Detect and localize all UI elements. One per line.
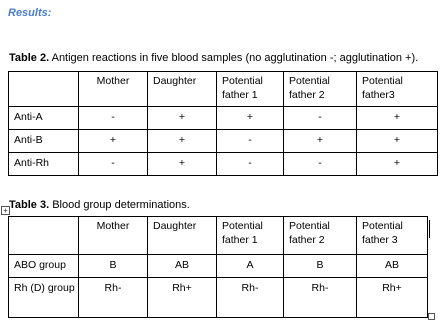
- row-label: Anti-A: [9, 107, 79, 130]
- table-cell: B: [79, 255, 148, 278]
- table2-caption-label: Table 2.: [9, 52, 50, 64]
- table-cell: -: [284, 107, 357, 130]
- row-label: Anti-Rh: [9, 153, 79, 176]
- header-cell: [9, 217, 79, 255]
- table-cell: +: [357, 107, 438, 130]
- table2-caption-text: Antigen reactions in five blood samples (no agglutination -; agglutination +).: [49, 52, 419, 64]
- table3-caption: [9, 199, 190, 212]
- table3-caption-text: Blood group determinations.: [49, 199, 190, 211]
- results-heading: Results:: [8, 7, 52, 19]
- header-cell: Potential father3: [357, 72, 438, 107]
- antigen-reactions-table: [8, 71, 438, 176]
- table3-caption-label: Table 3.: [9, 199, 50, 211]
- header-cell: Potential father 1: [217, 217, 284, 255]
- cell-end-marker: [429, 220, 430, 238]
- table-cell: +: [148, 153, 217, 176]
- header-cell: [9, 72, 79, 107]
- table-cell: +: [79, 130, 148, 153]
- table2-caption: [9, 52, 418, 65]
- table-cell: B: [284, 255, 357, 278]
- row-label: ABO group: [9, 255, 79, 278]
- table-cell: +: [148, 107, 217, 130]
- header-cell: Mother: [79, 72, 148, 107]
- table-cell: Rh-: [79, 278, 148, 318]
- table-move-handle-icon[interactable]: +: [1, 206, 10, 215]
- table-cell: -: [217, 130, 284, 153]
- table-header-row: [9, 217, 428, 255]
- table-cell: Rh+: [148, 278, 217, 318]
- table-cell: AB: [357, 255, 428, 278]
- table-cell: +: [357, 153, 438, 176]
- table-cell: +: [148, 130, 217, 153]
- table-row: [9, 278, 428, 318]
- header-cell: Potential father 3: [357, 217, 428, 255]
- header-cell: Potential father 1: [217, 72, 284, 107]
- table-cell: -: [79, 153, 148, 176]
- table-header-row: [9, 72, 438, 107]
- table-cell: AB: [148, 255, 217, 278]
- table-cell: -: [217, 153, 284, 176]
- table-cell: Rh-: [217, 278, 284, 318]
- header-cell: Mother: [79, 217, 148, 255]
- header-cell: Daughter: [148, 217, 217, 255]
- row-label: Anti-B: [9, 130, 79, 153]
- table-cell: +: [217, 107, 284, 130]
- table-cell: Rh+: [357, 278, 428, 318]
- table-cell: Rh-: [284, 278, 357, 318]
- blood-group-table: [8, 216, 428, 318]
- table-cell: -: [79, 107, 148, 130]
- header-cell: Potential father 2: [284, 217, 357, 255]
- header-cell: Potential father 2: [284, 72, 357, 107]
- table-cell: +: [284, 130, 357, 153]
- table-cell: +: [357, 130, 438, 153]
- table-row: [9, 153, 438, 176]
- table-cell: -: [284, 153, 357, 176]
- table-cell: A: [217, 255, 284, 278]
- table-row: [9, 130, 438, 153]
- table-row: [9, 255, 428, 278]
- table-row: [9, 107, 438, 130]
- header-cell: Daughter: [148, 72, 217, 107]
- row-label: Rh (D) group: [9, 278, 79, 318]
- table-resize-handle-icon[interactable]: [428, 313, 435, 320]
